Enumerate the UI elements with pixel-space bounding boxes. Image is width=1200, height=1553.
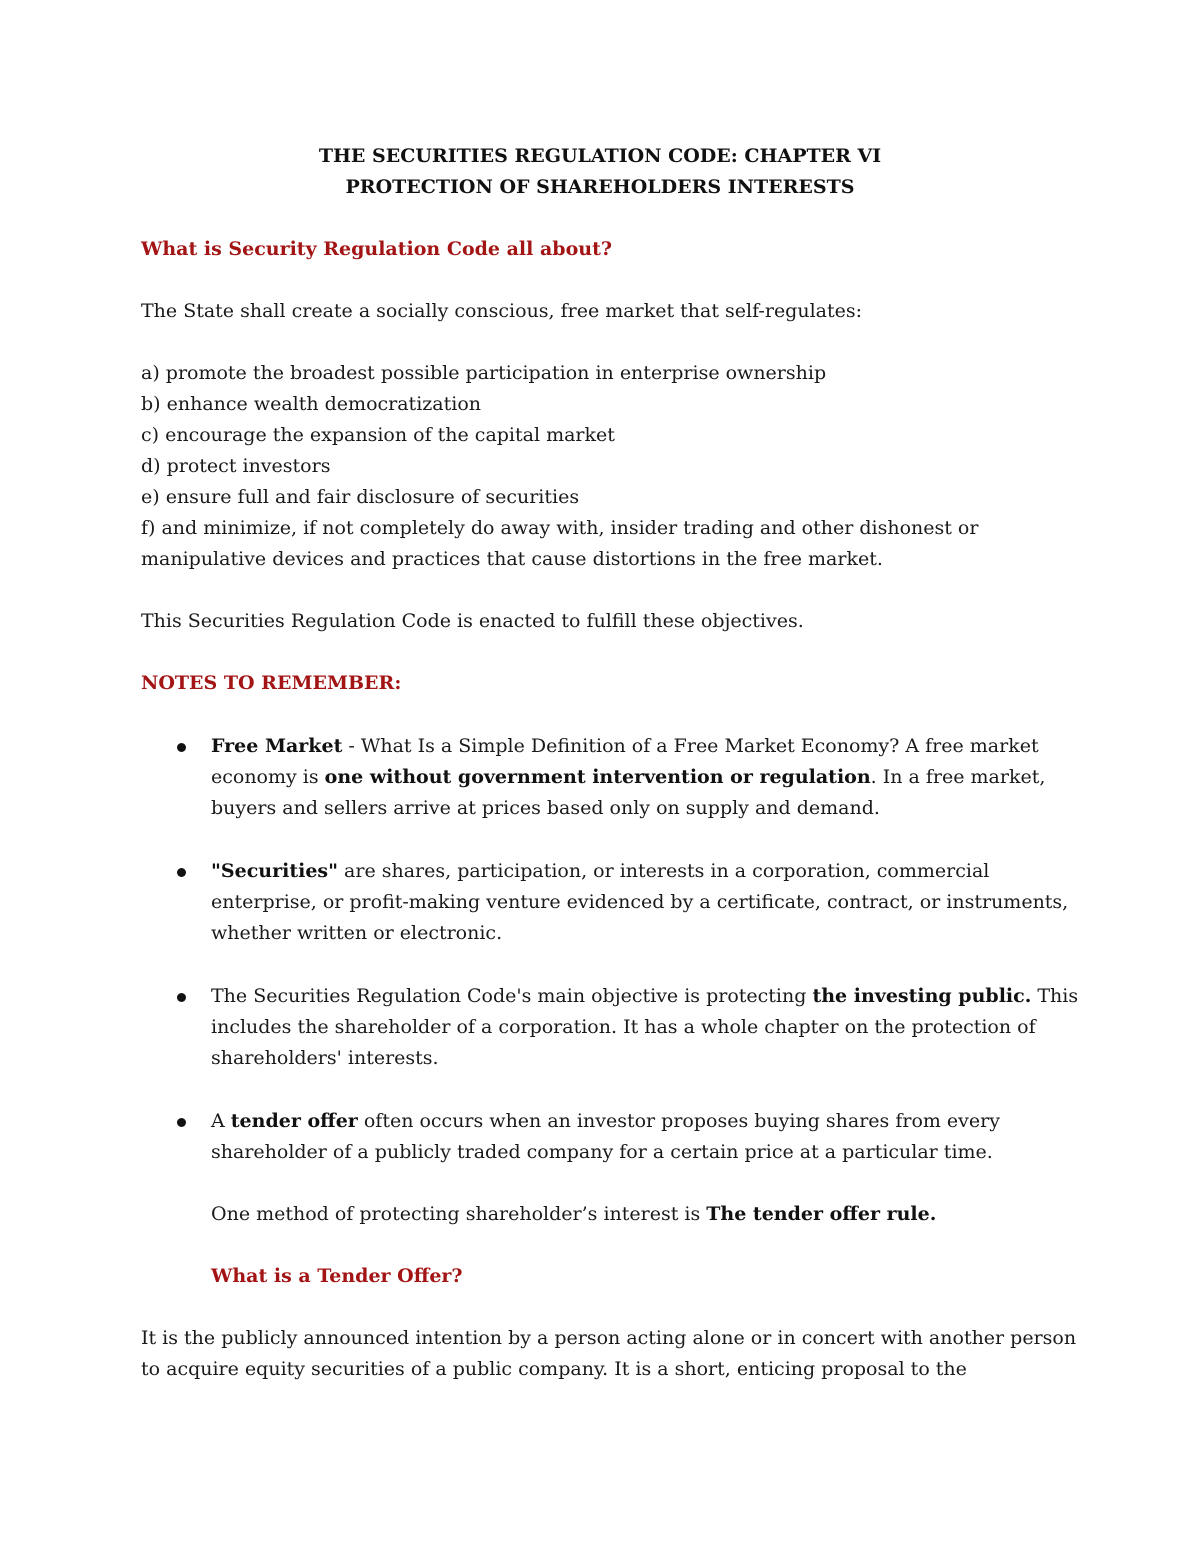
note-free-market-line-1 [211,731,1171,762]
note-text: often occurs when an investor proposes buying shares from every [357,1110,1000,1132]
note-text: The Securities Regulation Code's main objective is protecting [211,985,813,1007]
note-tender-offer-line-1 [211,1106,1171,1137]
note-emphasis: the investing public. [812,985,1032,1007]
note-emphasis: one without government intervention or regulation [324,766,871,788]
term-tender-offer: tender offer [230,1110,358,1132]
tender-offer-definition-line-2: to acquire equity securities of a public company. It is a short, enticing proposal to the [141,1358,967,1380]
objective-item-e: e) ensure full and fair disclosure of securities [141,486,580,508]
bullet-dot-icon [177,993,186,1002]
bullet-dot-icon [177,1118,186,1127]
objective-item-d: d) protect investors [141,455,331,477]
note-objective-line-3: shareholders' interests. [211,1047,439,1069]
note-securities-line-1 [211,856,1171,887]
document-title-line-1: THE SECURITIES REGULATION CODE: CHAPTER VI [318,145,882,167]
objective-item-b: b) enhance wealth democratization [141,393,481,415]
document-title-line-2: PROTECTION OF SHAREHOLDERS INTERESTS [345,176,855,198]
note-emphasis: The tender offer rule. [706,1203,937,1225]
term-free-market: Free Market [211,735,343,757]
objective-item-f: f) and minimize, if not completely do away with, insider trading and other dishonest or [141,517,979,539]
objective-item-f-continued: manipulative devices and practices that cause distortions in the free market. [141,548,883,570]
note-text: - What Is a Simple Definition of a Free Market Economy? A free market [342,735,1039,757]
objective-item-c: c) encourage the expansion of the capital market [141,424,615,446]
section-heading-tender-offer: What is a Tender Offer? [211,1265,463,1287]
note-objective-line-2: includes the shareholder of a corporation. It has a whole chapter on the protection of [211,1016,1036,1038]
section-heading-about: What is Security Regulation Code all about? [141,238,612,260]
note-free-market-line-2 [211,762,1171,793]
note-text: economy is [211,766,325,788]
note-securities-line-2: enterprise, or profit-making venture evidenced by a certificate, contract, or instruments, [211,891,1069,913]
note-tender-offer-line-2: shareholder of a publicly traded company for a certain price at a particular time. [211,1141,993,1163]
bullet-dot-icon [177,868,186,877]
note-securities-line-3: whether written or electronic. [211,922,503,944]
intro-paragraph: The State shall create a socially conscious, free market that self-regulates: [141,300,863,322]
note-text: One method of protecting shareholder’s interest is [211,1203,707,1225]
note-objective-line-1 [211,981,1171,1012]
objective-item-a: a) promote the broadest possible participation in enterprise ownership [141,362,827,384]
term-securities: "Securities" [211,860,338,882]
note-text: are shares, participation, or interests in a corporation, commercial [338,860,990,882]
tender-offer-definition-line-1: It is the publicly announced intention by a person acting alone or in concert with another person [141,1327,1077,1349]
note-free-market-line-3: buyers and sellers arrive at prices based only on supply and demand. [211,797,880,819]
section-heading-notes: NOTES TO REMEMBER: [141,672,402,694]
bullet-dot-icon [177,743,186,752]
note-text: . In a free market, [870,766,1046,788]
note-text: This [1031,985,1079,1007]
tender-offer-rule-paragraph [211,1199,1171,1230]
note-text: A [211,1110,231,1132]
closing-paragraph: This Securities Regulation Code is enacted to fulfill these objectives. [141,610,804,632]
